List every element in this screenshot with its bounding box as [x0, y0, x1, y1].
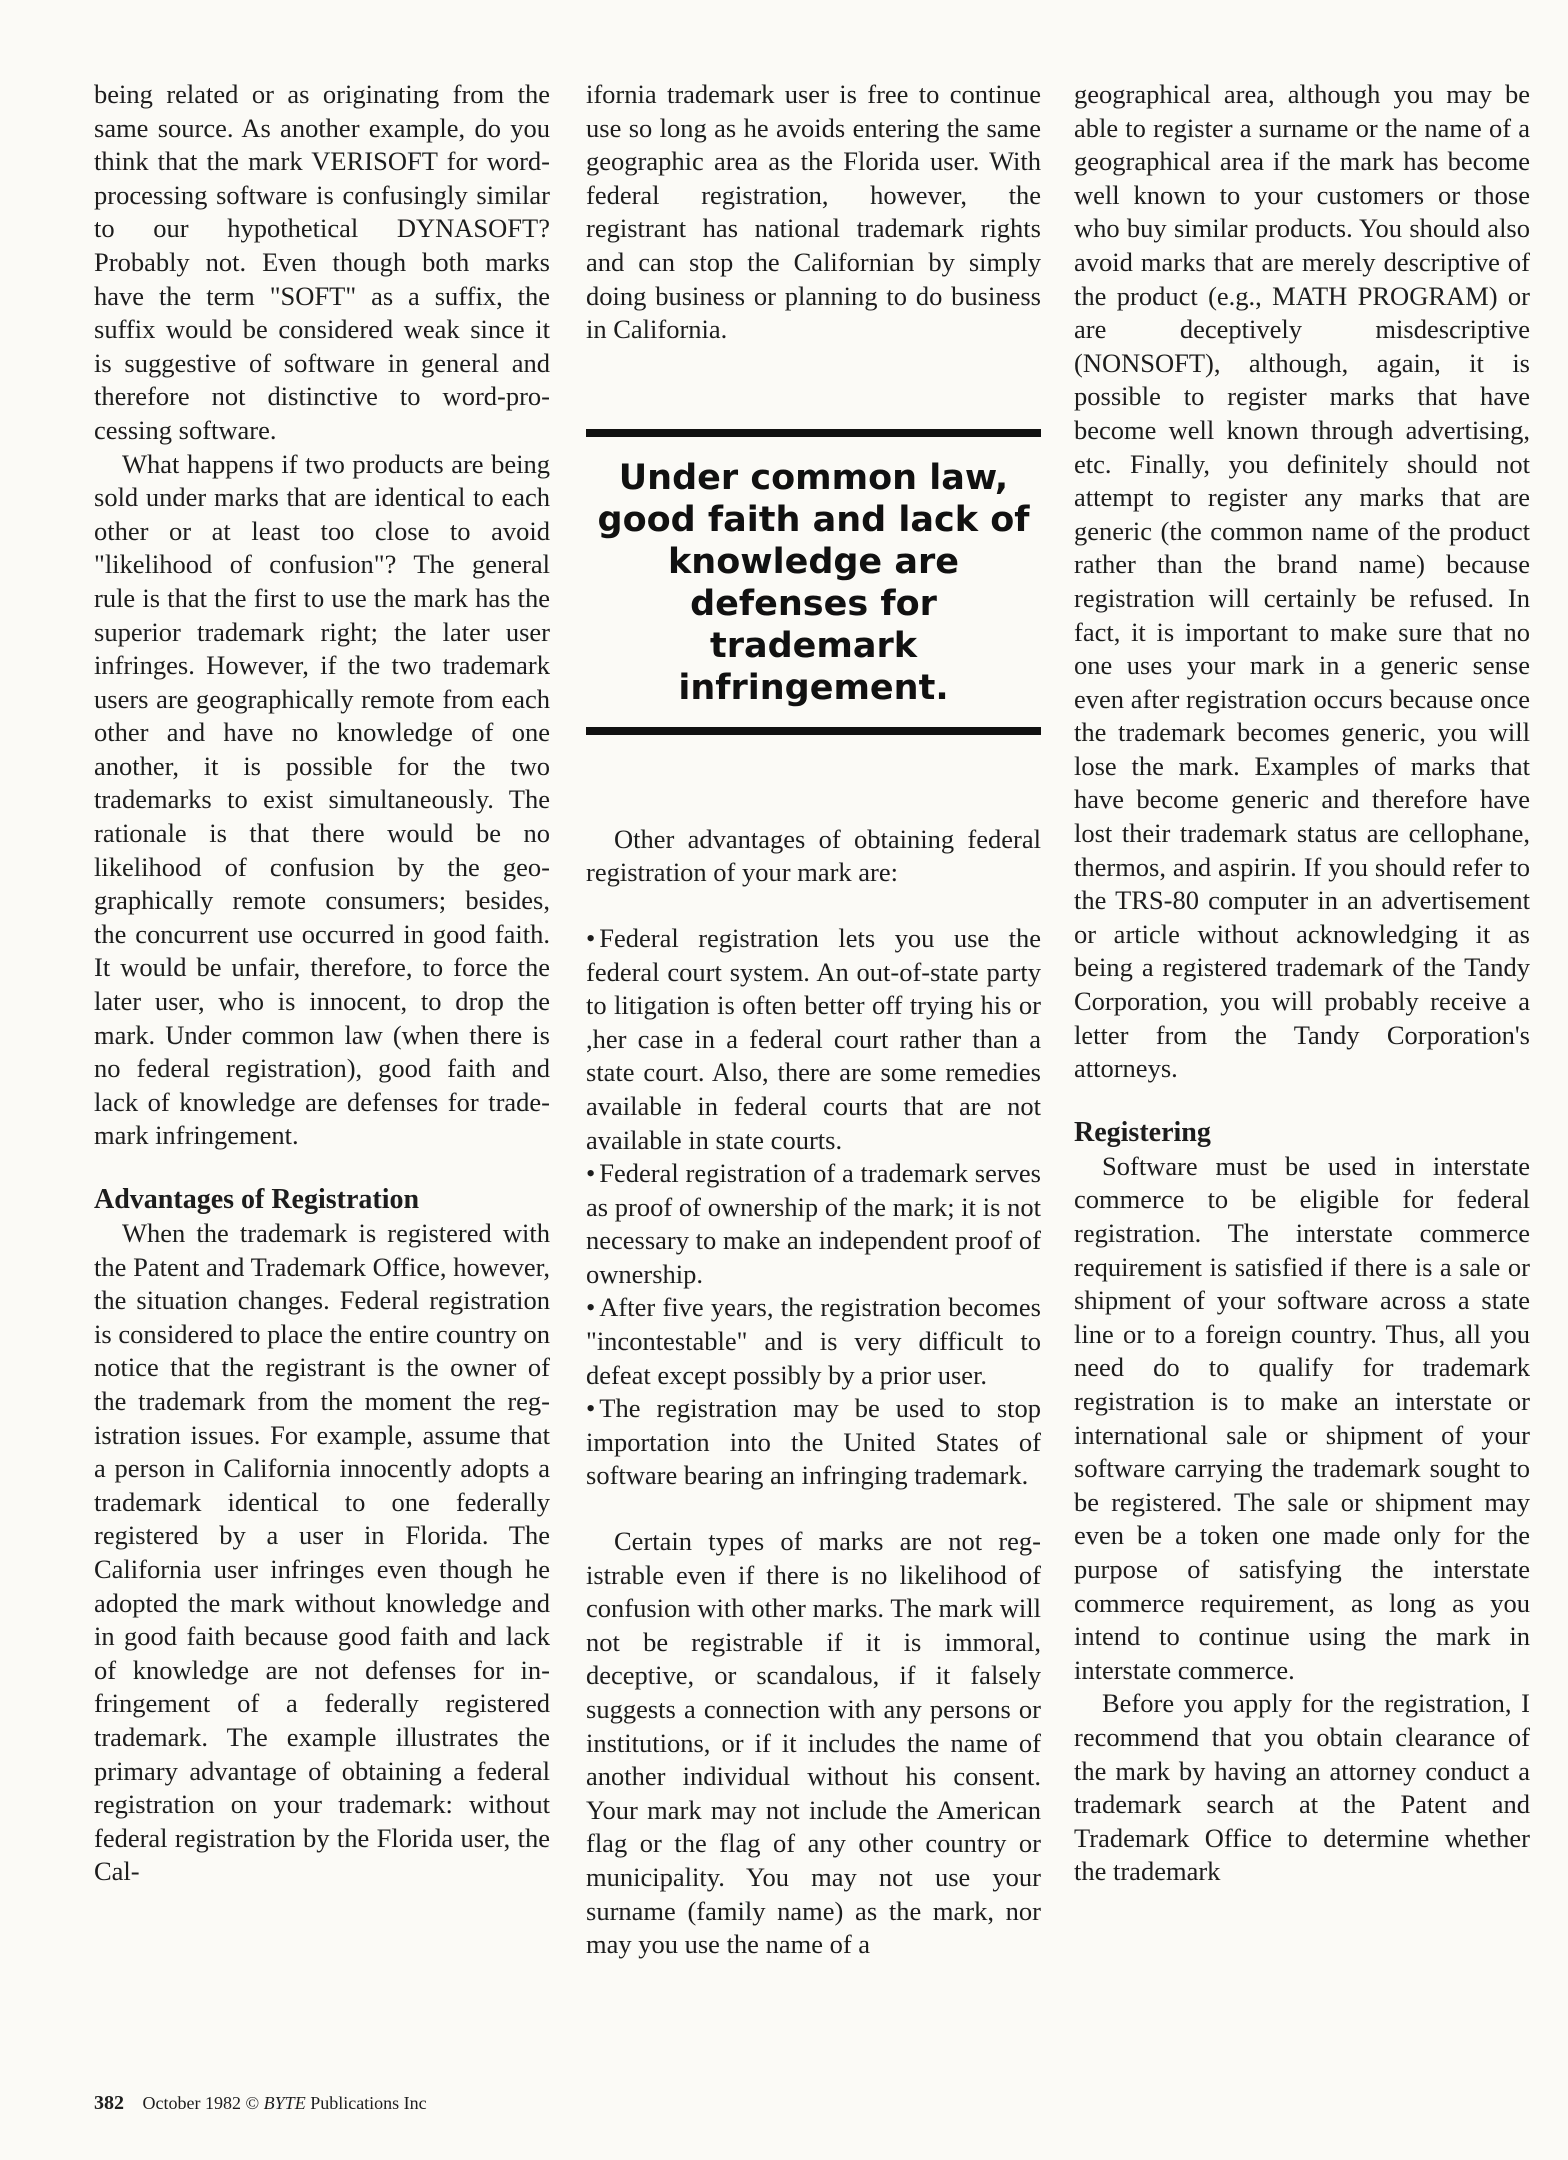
publication-name: BYTE — [263, 2093, 306, 2113]
column-1 — [94, 78, 550, 1889]
bullet-item — [586, 1392, 1041, 1493]
issue-date: October 1982 — [142, 2093, 241, 2113]
bullet-text: After five years, the registration becomes "incontestable" and is very difficult to defeat except possibly by a prior user. — [586, 1292, 1041, 1390]
paragraph: being related or as originating from the same source. As another example, do you think that the mark VERISOFT for word-processing software is confusingly similar to our hypothetical DYNASOFT? Probably not. Even though both marks have the term "SOFT" as a suffix, the suffix would be considered weak since it is suggestive of software in general and therefore not distinctive to word-processing software. — [94, 79, 550, 445]
section-heading-advantages: Advantages of Registration — [94, 1184, 420, 1215]
bullet-icon: • — [586, 1393, 596, 1424]
column-2 — [586, 78, 1041, 1962]
column-3 — [1074, 78, 1530, 1889]
bullet-text: The registration may be used to stop importation into the United States of software bearing an infringing trademark. — [586, 1393, 1041, 1491]
pull-quote: Under common law, good faith and lack of knowledge are defenses for trademark infringement. — [586, 429, 1041, 735]
paragraph: geographical area, although you may be able to register a surname or the name of a geographical area if the mark has become well known to your customers or those who buy similar products. You should also avoid marks that are merely descriptive of the product (e.g., MATH PROGRAM) or are deceptively misdescriptive (NONSOFT), although, again, it is possible to register marks that have become well known through advertising, etc. Finally, you definitely should not attempt to register any marks that are generic (the common name of the product rather than the brand name) because registration will certainly be refused. In fact, it is important to make sure that no one uses your mark in a generic sense even after registration occurs because once the trademark becomes generic, you will lose the mark. Examples of marks that have become generic and therefore have lost their trademark status are cellophane, thermos, and aspirin. If you should refer to the TRS-80 computer in an advertisement or article without acknowledging it as being a registered trademark of the Tandy Corporation, you will probably receive a letter from the Tandy Corporation's attorneys. — [1074, 79, 1530, 1084]
publisher-suffix: Publications Inc — [310, 2093, 427, 2113]
paragraph: What happens if two products are being sold under marks that are identical to each other or at least too close to avoid "likelihood of confusion"? The general rule is that the first to use the mark has the superior trademark right; the later user infringes. However, if the two trademark users are geographically remote from each other and have no knowledge of one another, it is possible for the two trademarks to exist simultaneously. The rationale is that there would be no likelihood of confusion by the geographically remote consumers; besides, the concurrent use occurred in good faith. It would be unfair, therefore, to force the later user, who is innocent, to drop the mark. Under common law (when there is no federal registration), good faith and lack of knowledge are defenses for trademark infringement. — [94, 448, 550, 1151]
bullet-icon: • — [586, 1292, 596, 1323]
paragraph: When the trademark is registered with the Patent and Trademark Office, however, the situation changes. Federal registration is considered to place the entire country on notice that the registrant is the owner of the trademark from the moment the registration issues. For example, assume that a person in California innocently adopts a trademark identical to one federally registered by a user in Florida. The California user infringes even though he adopted the mark without knowledge and in good faith because good faith and lack of knowledge are not defenses for infringement of a federally registered trademark. The example illustrates the primary advantage of obtaining a federal registration on your trademark: without federal registration by the Florida user, the Cal- — [94, 1218, 550, 1887]
bullet-text: Federal registration lets you use the federal court system. An out-of-state party to litigation is often better off trying his or ,her case in a federal court rather than a state court. Also, there are some remedies available in federal courts that are not available in state courts. — [586, 922, 1041, 1155]
section-heading-registering: Registering — [1074, 1116, 1211, 1148]
page-number: 382 — [94, 2092, 124, 2114]
paragraph: Certain types of marks are not registrable even if there is no likelihood of confusion with other marks. The mark will not be registrable if it is immoral, deceptive, or scandalous, if it falsely suggests a connection with any persons or institutions, or if it includes the name of another individual without his consent. Your mark may not include the American flag or the flag of any other country or municipality. You may not use your surname (family name) as the mark, nor may you use the name of a — [586, 1526, 1041, 1960]
bullet-item — [586, 1157, 1041, 1291]
paragraph: Software must be used in interstate commerce to be eligible for federal registration. The interstate commerce requirement is satisfied if there is a sale or shipment of your software across a state line or to a foreign country. Thus, all you need do to qualify for trademark registration is to make an interstate or international sale or shipment of your software carrying the trademark sought to be registered. The sale or shipment may even be a token one made only for the purpose of satisfying the interstate commerce requirement, as long as you intend to continue using the mark in interstate commerce. — [1074, 1150, 1530, 1685]
paragraph: Before you apply for the registration, I recommend that you obtain clearance of the mark by having an attorney conduct a trademark search at the Patent and Trademark Office to determine whether the trademark — [1074, 1688, 1530, 1887]
bullet-item — [586, 1291, 1041, 1392]
bullet-text: Federal registration of a trademark serves as proof of ownership of the mark; it is not necessary to make an independent proof of ownership. — [586, 1158, 1041, 1289]
copyright-symbol: © — [245, 2093, 260, 2113]
paragraph: Other advantages of obtaining federal registration of your mark are: — [586, 823, 1041, 888]
bullet-item — [586, 922, 1041, 1157]
bullet-icon: • — [586, 922, 596, 953]
page-footer — [94, 2092, 427, 2115]
paragraph: ifornia trademark user is free to continue use so long as he avoids entering the same geographic area as the Florida user. With federal registration, however, the registrant has national trademark rights and can stop the Californian by simply doing business or planning to do business in California. — [586, 79, 1041, 345]
bullet-icon: • — [586, 1158, 596, 1189]
